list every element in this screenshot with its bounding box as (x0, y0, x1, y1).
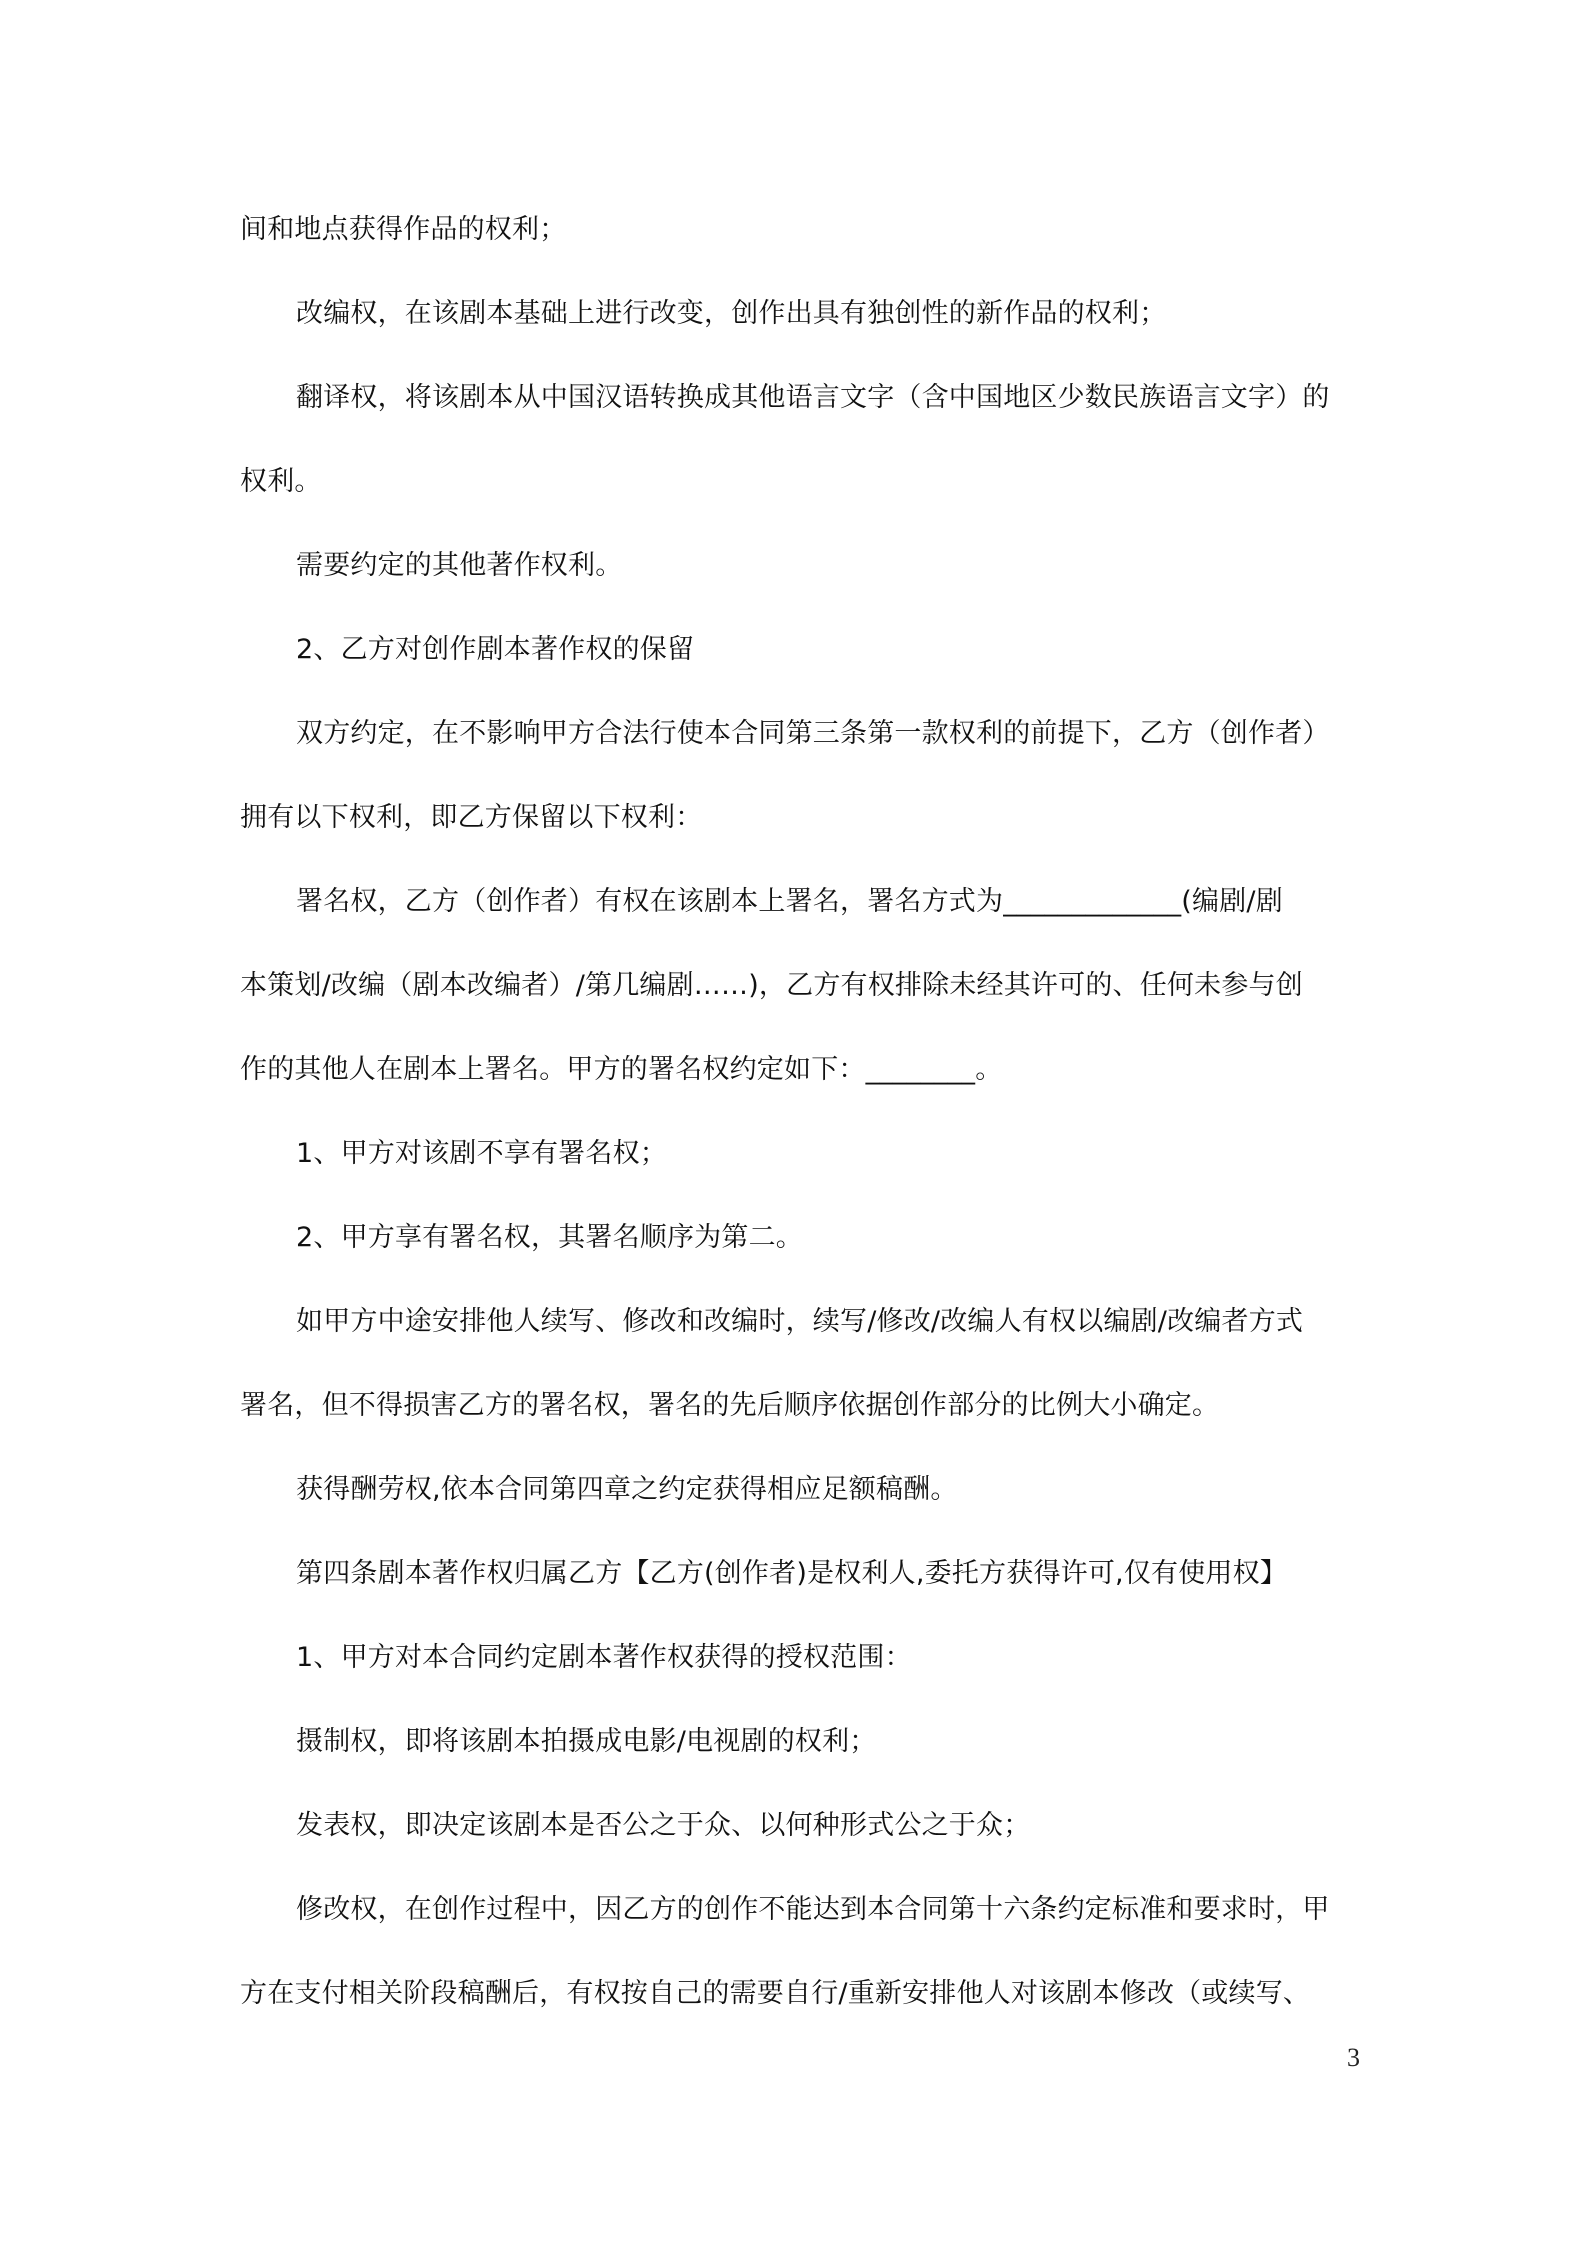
paragraph-other-rights: 需要约定的其他著作权利。 (296, 550, 623, 581)
text-line: 间和地点获得作品的权利； (240, 214, 567, 245)
text-line: 方在支付相关阶段稿酬后，有权按自己的需要自行/重新安排他人对该剧本修改（或续写、 (240, 1978, 1311, 2009)
paragraph-filming-right: 摄制权，即将该剧本拍摄成电影/电视剧的权利； (296, 1726, 877, 1757)
paragraph-reservation: 双方约定，在不影响甲方合法行使本合同第三条第一款权利的前提下，乙方（创作者） (296, 718, 1330, 749)
text-line: 署名，但不得损害乙方的署名权，署名的先后顺序依据创作部分的比例大小确定。 (240, 1390, 1220, 1421)
text-line: 本策划/改编（剧本改编者）/第几编剧……)，乙方有权排除未经其许可的、任何未参与创 (240, 970, 1303, 1001)
list-item: 1、甲方对本合同约定剧本著作权获得的授权范围： (296, 1642, 912, 1673)
page-number: 3 (1347, 2043, 1360, 2072)
section-heading: 2、乙方对创作剧本著作权的保留 (296, 634, 695, 665)
paragraph-publication-right: 发表权，即决定该剧本是否公之于众、以何种形式公之于众； (296, 1810, 1031, 1841)
list-item: 2、甲方享有署名权，其署名顺序为第二。 (296, 1222, 803, 1253)
paragraph-adaptation-right: 改编权，在该剧本基础上进行改变，创作出具有独创性的新作品的权利； (296, 298, 1167, 329)
text-line: 拥有以下权利，即乙方保留以下权利： (240, 802, 703, 833)
paragraph-translation-right: 翻译权，将该剧本从中国汉语转换成其他语言文字（含中国地区少数民族语言文字）的 (296, 382, 1330, 413)
paragraph-continuation-writing: 如甲方中途安排他人续写、修改和改编时，续写/修改/改编人有权以编剧/改编者方式 (296, 1306, 1304, 1337)
paragraph-signature-right: 署名权，乙方（创作者）有权在该剧本上署名，署名方式为_____________(编剧/剧 (296, 886, 1283, 917)
paragraph-remuneration-right: 获得酬劳权,依本合同第四章之约定获得相应足额稿酬。 (296, 1474, 958, 1505)
list-item: 1、甲方对该剧不享有署名权； (296, 1138, 667, 1169)
text-line: 作的其他人在剧本上署名。甲方的署名权约定如下：________。 (240, 1054, 1003, 1085)
text-line: 权利。 (240, 466, 322, 497)
article-heading: 第四条剧本著作权归属乙方【乙方(创作者)是权利人,委托方获得许可,仅有使用权】 (296, 1558, 1288, 1589)
paragraph-modification-right: 修改权，在创作过程中，因乙方的创作不能达到本合同第十六条约定标准和要求时，甲 (296, 1894, 1330, 1925)
